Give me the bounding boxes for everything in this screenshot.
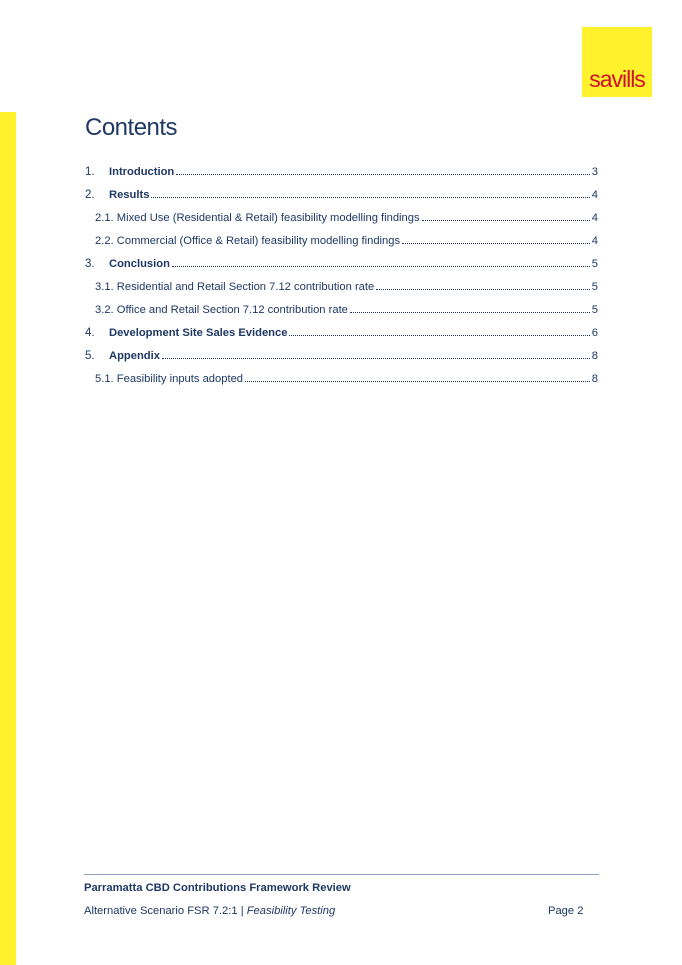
footer-subtitle-italic: Feasibility Testing [246, 905, 336, 917]
side-color-bar [0, 112, 16, 965]
toc-entry[interactable] [85, 183, 598, 201]
toc-entry-label: Conclusion [109, 258, 170, 270]
toc-entry[interactable] [95, 275, 598, 293]
toc-entry-number: 5. [85, 350, 95, 362]
toc-dot-leader [402, 243, 590, 244]
toc-entry-label: Introduction [109, 166, 175, 178]
toc-entry-page: 8 [591, 373, 598, 385]
toc-entry[interactable] [95, 206, 598, 224]
toc-entry-page: 3 [591, 166, 598, 178]
toc-entry[interactable] [85, 344, 598, 362]
footer-divider [84, 874, 599, 875]
toc-entry-page: 4 [591, 235, 598, 247]
toc-entry[interactable] [85, 160, 598, 178]
toc-dot-leader [245, 381, 590, 382]
toc-entry-page: 4 [591, 189, 598, 201]
toc-entry-label: Results [109, 189, 150, 201]
toc-entry-number: 4. [85, 327, 95, 339]
toc-entry-number: 2. [85, 189, 95, 201]
toc-entry-label: 5.1. Feasibility inputs adopted [95, 373, 244, 385]
savills-logo [582, 27, 652, 97]
toc-entry[interactable] [95, 229, 598, 247]
toc-entry[interactable] [95, 298, 598, 316]
toc-dot-leader [176, 174, 590, 175]
footer-subtitle [84, 905, 335, 917]
logo-text: savills [589, 66, 645, 92]
footer-subtitle-text: Alternative Scenario FSR 7.2:1 | [84, 905, 247, 917]
toc-entry[interactable] [85, 321, 598, 339]
toc-dot-leader [172, 266, 590, 267]
toc-entry-label: 2.2. Commercial (Office & Retail) feasibility modelling findings [95, 235, 401, 247]
toc-dot-leader [376, 289, 590, 290]
footer-page-number: Page 2 [548, 905, 584, 917]
toc-entry-label: Appendix [109, 350, 160, 362]
toc-entry-number: 1. [85, 166, 95, 178]
page-title: Contents [85, 114, 178, 141]
toc-entry-label: Development Site Sales Evidence [109, 327, 288, 339]
toc-dot-leader [289, 335, 589, 336]
toc-entry[interactable] [95, 367, 598, 385]
footer-title: Parramatta CBD Contributions Framework Review [84, 882, 351, 894]
toc-entry-label: 3.1. Residential and Retail Section 7.12 contribution rate [95, 281, 375, 293]
toc-entry-number: 3. [85, 258, 95, 270]
toc-dot-leader [151, 197, 589, 198]
toc-entry-page: 4 [591, 212, 598, 224]
toc-entry-page: 8 [591, 350, 598, 362]
toc-entry-page: 5 [591, 304, 598, 316]
toc-entry-label: 3.2. Office and Retail Section 7.12 contribution rate [95, 304, 348, 316]
toc-entry-page: 5 [591, 258, 598, 270]
toc-entry-label: 2.1. Mixed Use (Residential & Retail) feasibility modelling findings [95, 212, 420, 224]
toc-dot-leader [422, 220, 590, 221]
toc-entry-page: 6 [591, 327, 598, 339]
toc-dot-leader [162, 358, 590, 359]
toc-entry[interactable] [85, 252, 598, 270]
toc-dot-leader [350, 312, 590, 313]
toc-entry-page: 5 [591, 281, 598, 293]
